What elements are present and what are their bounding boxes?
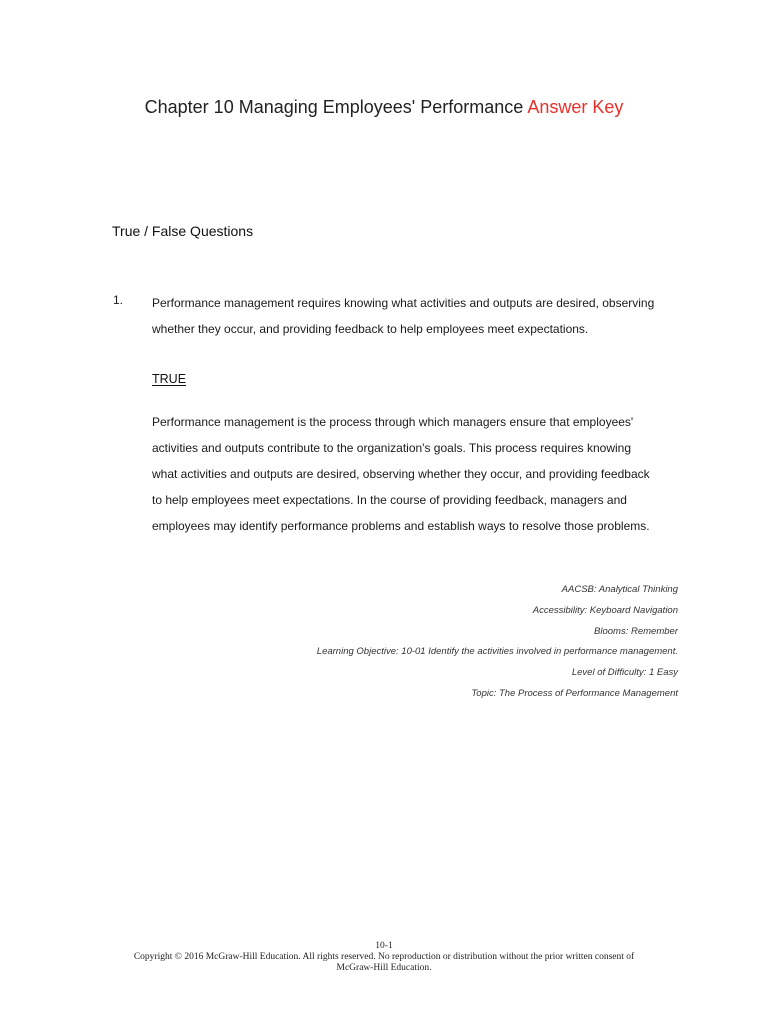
title-answer-key: Answer Key [527, 97, 624, 117]
page-title [0, 97, 768, 118]
metadata-accessibility: Accessibility: Keyboard Navigation [532, 604, 678, 616]
copyright-line: Copyright © 2016 McGraw-Hill Education. All rights reserved. No reproduction or distribution without the prior written consent of [133, 952, 635, 962]
question-number: 1. [113, 293, 124, 307]
question-line: Performance management requires knowing what activities and outputs are desired, observing [152, 296, 655, 310]
explanation-line: Performance management is the process through which managers ensure that employees' [152, 415, 634, 429]
explanation-line: what activities and outputs are desired, observing whether they occur, and providing feedback [152, 467, 650, 481]
page-number: 10-1 [375, 941, 393, 951]
answer-explanation [152, 409, 692, 539]
answer-label: TRUE [152, 372, 187, 386]
metadata-topic: Topic: The Process of Performance Management [471, 687, 678, 699]
question-metadata [317, 580, 678, 705]
metadata-aacsb: AACSB: Analytical Thinking [561, 584, 678, 595]
section-heading: True / False Questions [112, 223, 254, 239]
metadata-blooms: Blooms: Remember [594, 625, 678, 637]
explanation-line: employees may identify performance problems and establish ways to resolve those problems. [152, 519, 650, 533]
question-text [152, 290, 692, 342]
page-footer [0, 941, 768, 974]
explanation-line: to help employees meet expectations. In the course of providing feedback, managers and [152, 493, 627, 507]
metadata-learning-objective: Learning Objective: 10-01 Identify the activities involved in performance management. [316, 646, 678, 658]
copyright-line: McGraw-Hill Education. [336, 963, 432, 973]
title-main: Chapter 10 Managing Employees' Performance [144, 97, 524, 117]
question-line: whether they occur, and providing feedback to help employees meet expectations. [152, 322, 589, 336]
explanation-line: activities and outputs contribute to the organization's goals. This process requires knowing [152, 441, 632, 455]
metadata-difficulty: Level of Difficulty: 1 Easy [571, 667, 678, 679]
